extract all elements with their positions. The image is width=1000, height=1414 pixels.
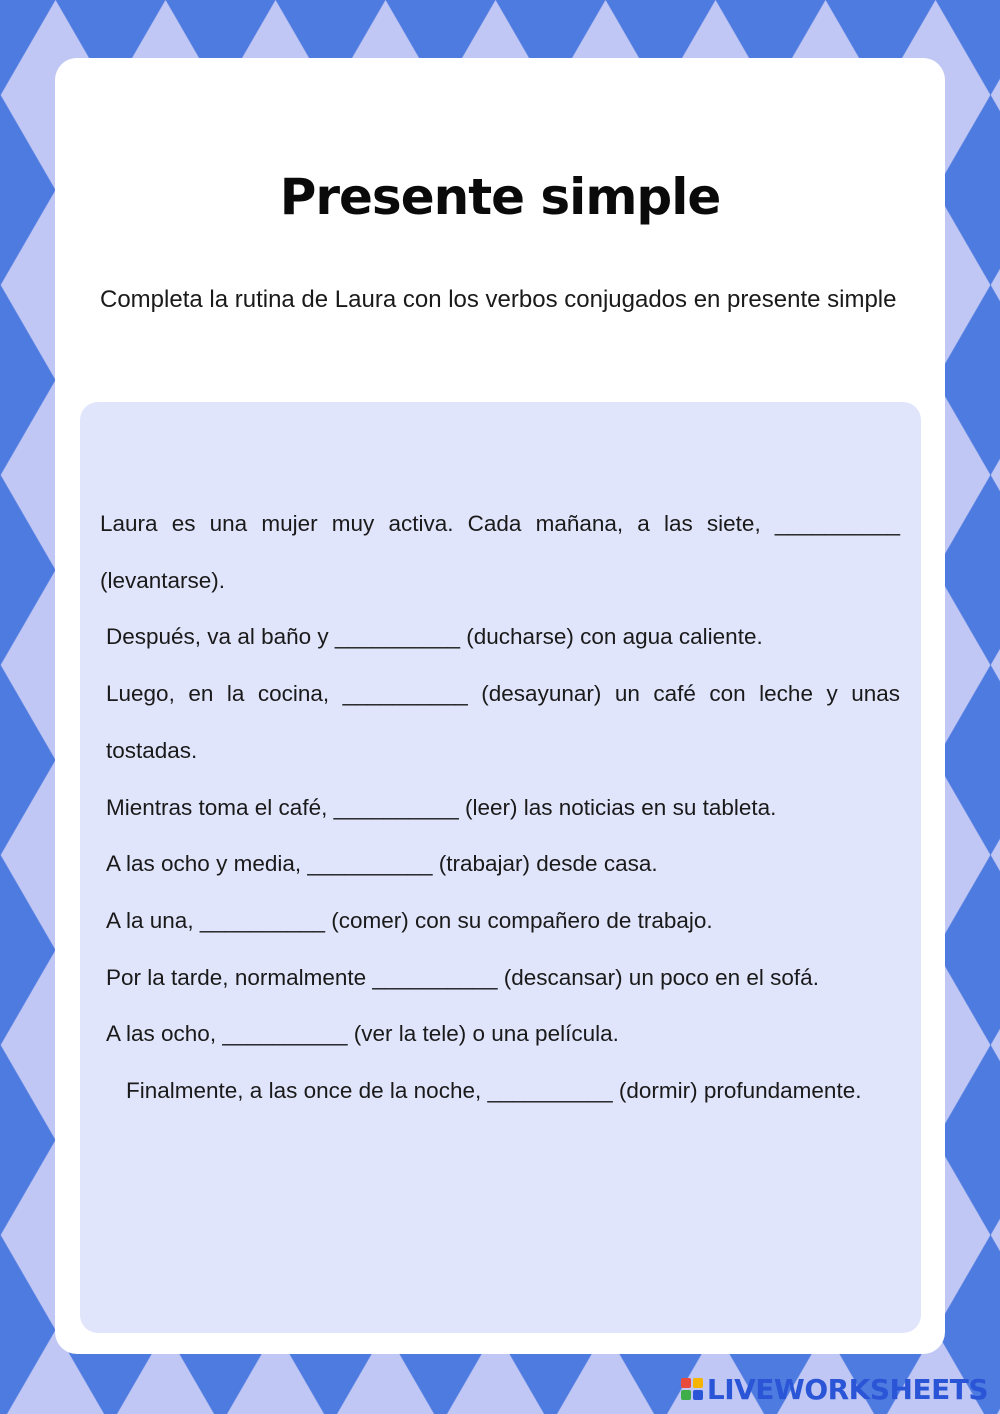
story-line: A las ocho y media, __________ (trabajar) desde casa. [106, 851, 658, 877]
logo-square [693, 1378, 703, 1388]
story-line: Finalmente, a las once de la noche, __________ (dormir) profundamente. [126, 1078, 862, 1104]
logo-text: LIVEWORKSHEETS [706, 1372, 988, 1406]
story-line: Mientras toma el café, __________ (leer) las noticias en su tableta. [106, 794, 777, 820]
story-text [100, 496, 900, 1120]
story-line: A la una, __________ (comer) con su compañero de trabajo. [106, 907, 713, 933]
logo-square [681, 1378, 691, 1388]
story-line: Después, va al baño y __________ (ducharse) con agua caliente. [106, 624, 763, 650]
logo-square [693, 1390, 703, 1400]
story-line: Por la tarde, normalmente __________ (descansar) un poco en el sofá. [106, 964, 819, 990]
liveworksheets-logo[interactable] [681, 1372, 988, 1406]
story-line: Laura es una mujer muy activa. Cada mañana, a las siete, __________ (levantarse). [100, 511, 900, 593]
logo-squares-icon [681, 1378, 703, 1400]
instructions-text: Completa la rutina de Laura con los verbos conjugados en presente simple [100, 286, 897, 313]
page-title: Presente simple [279, 168, 721, 226]
logo-square [681, 1390, 691, 1400]
story-line: Luego, en la cocina, __________ (desayunar) un café con leche y unas tostadas. [106, 681, 900, 763]
story-line: A las ocho, __________ (ver la tele) o una película. [106, 1021, 619, 1047]
